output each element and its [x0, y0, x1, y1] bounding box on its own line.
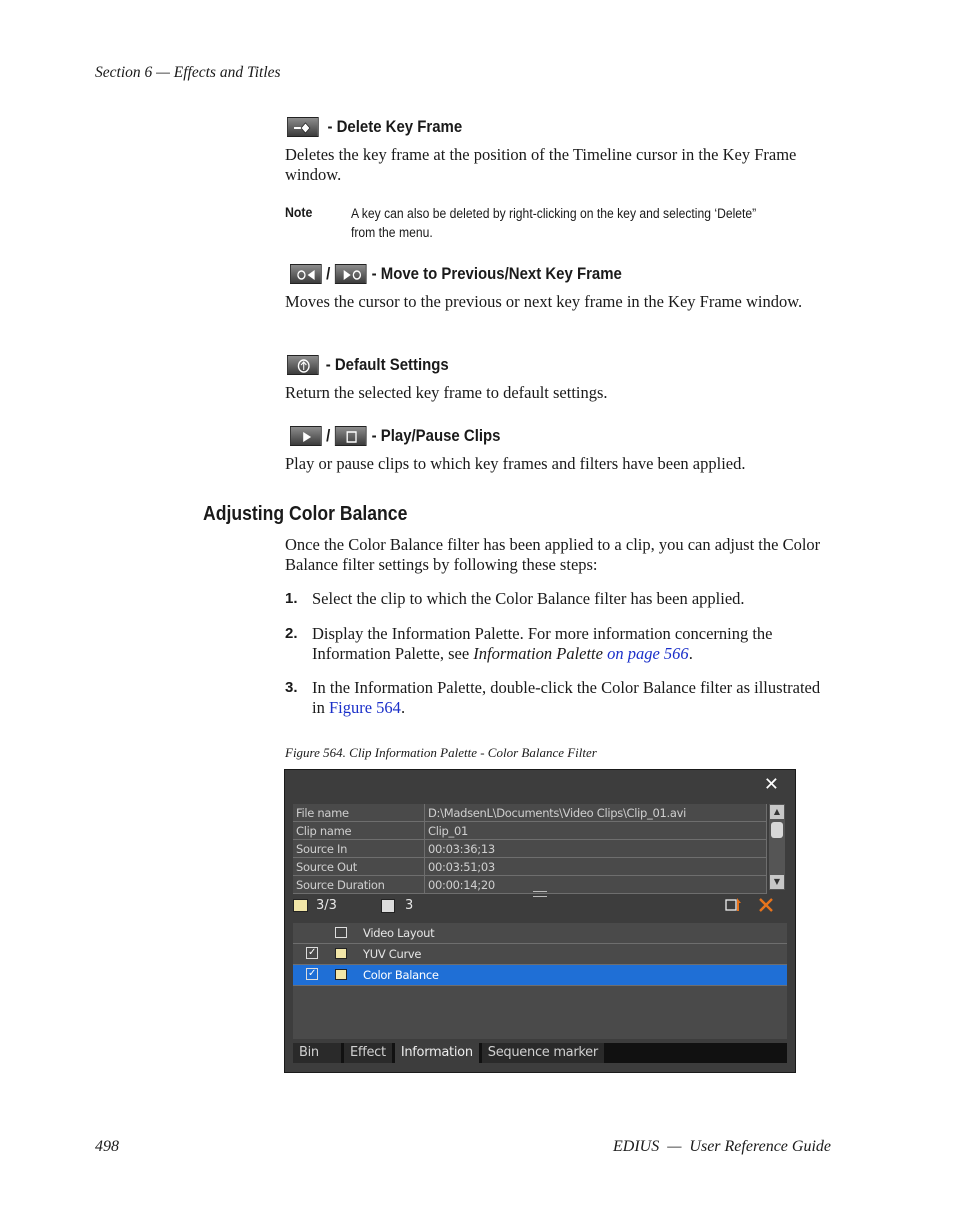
note-label: Note — [285, 204, 313, 220]
palette-tabs — [293, 1043, 787, 1063]
splitter-grip[interactable] — [533, 891, 547, 897]
filter-list — [293, 923, 787, 1039]
clip-info-table — [293, 804, 767, 894]
filter-label: Color Balance — [363, 968, 439, 982]
filter-icon — [335, 948, 347, 959]
filter-row-color-balance[interactable] — [293, 965, 787, 986]
info-value: 00:00:14;20 — [425, 876, 767, 894]
page-link[interactable]: on page 566 — [607, 644, 689, 663]
move-key-frame-desc: Moves the cursor to the previous or next key frame in the Key Frame window. — [285, 292, 803, 311]
info-key: Source Duration — [293, 876, 425, 894]
section-intro: Once the Color Balance filter has been applied to a clip, you can adjust the Color Balance filter settings by following these steps: — [285, 535, 821, 574]
next-key-frame-icon — [335, 264, 367, 284]
play-pause-desc: Play or pause clips to which key frames and filters have been applied. — [285, 454, 746, 473]
delete-key-frame-desc: Deletes the key frame at the position of the Timeline cursor in the Key Frame window. — [285, 145, 797, 184]
info-value: 00:03:51;03 — [425, 858, 767, 876]
filter-settings-icon — [725, 896, 743, 914]
default-settings-icon — [287, 355, 319, 375]
step-text-part: . — [688, 644, 693, 663]
step-number: 2. — [285, 625, 298, 642]
filter-label: YUV Curve — [363, 947, 422, 961]
info-key: Source Out — [293, 858, 425, 876]
scroll-thumb[interactable] — [771, 822, 783, 838]
page-number: 498 — [95, 1138, 119, 1155]
info-scrollbar[interactable] — [769, 804, 785, 890]
filter-row-video-layout[interactable] — [293, 923, 787, 944]
close-icon[interactable]: ✕ — [763, 774, 779, 795]
play-icon — [290, 426, 322, 446]
step-text-part: . — [400, 698, 406, 717]
delete-key-frame-icon — [287, 117, 319, 137]
scroll-up-icon[interactable]: ▲ — [770, 805, 784, 819]
delete-filter-icon — [757, 896, 775, 914]
tab-information[interactable]: Information — [395, 1043, 479, 1063]
heading-delete-key-frame — [287, 117, 462, 137]
table-row — [293, 876, 767, 894]
filter-count — [293, 898, 337, 913]
filter-settings-button[interactable] — [725, 896, 743, 914]
step-text: Select the clip to which the Color Balance filter has been applied. — [312, 589, 745, 608]
stop-icon — [335, 426, 367, 446]
checkbox-icon[interactable]: ✓ — [307, 947, 317, 958]
table-row — [293, 858, 767, 876]
step-number: 1. — [285, 590, 298, 607]
figure-link[interactable]: Figure 564 — [328, 698, 401, 717]
tab-effect[interactable]: Effect — [344, 1043, 392, 1063]
info-key: Source In — [293, 840, 425, 858]
slash: / — [326, 264, 331, 283]
layer-count — [381, 898, 413, 913]
slash: / — [326, 426, 331, 445]
scroll-down-icon[interactable]: ▼ — [770, 875, 784, 889]
heading-label: - Play/Pause Clips — [371, 426, 501, 445]
info-key: File name — [293, 804, 425, 822]
step-text-part: In the Information Palette, double-click the Color Balance filter as illustrated in — [312, 678, 821, 717]
note-text: A key can also be deleted by right-clicking on the key and selecting ‘Delete” from the menu. — [351, 206, 757, 240]
info-value: 00:03:36;13 — [425, 840, 767, 858]
guide-title: EDIUS — User Reference Guide — [612, 1138, 831, 1155]
filter-icon — [293, 899, 308, 912]
table-row — [293, 840, 767, 858]
heading-label: - Default Settings — [325, 355, 449, 374]
filter-row-yuv-curve[interactable] — [293, 944, 787, 965]
delete-filter-button[interactable] — [757, 896, 775, 914]
info-key: Clip name — [293, 822, 425, 840]
heading-label: - Move to Previous/Next Key Frame — [371, 264, 622, 283]
running-header: Section 6 — Effects and Titles — [95, 64, 281, 81]
table-row — [293, 804, 767, 822]
info-value: D:\MadsenL\Documents\Video Clips\Clip_01.avi — [425, 804, 767, 822]
table-row — [293, 822, 767, 840]
information-palette — [284, 769, 796, 1073]
layer-count-label: 3 — [405, 898, 414, 913]
heading-label: - Delete Key Frame — [327, 117, 463, 136]
checkbox-icon[interactable]: ✓ — [307, 968, 317, 979]
filter-icon — [335, 969, 347, 980]
section-title: Adjusting Color Balance — [203, 503, 408, 525]
previous-key-frame-icon — [290, 264, 322, 284]
reference-title: Information Palette — [473, 644, 603, 663]
filter-label: Video Layout — [363, 926, 435, 940]
video-layout-icon — [335, 927, 347, 938]
step-text — [312, 624, 832, 664]
heading-play-pause — [290, 426, 500, 446]
heading-default-settings — [287, 355, 449, 375]
info-value: Clip_01 — [425, 822, 767, 840]
default-settings-desc: Return the selected key frame to default settings. — [285, 383, 608, 402]
step-text — [312, 678, 832, 718]
filter-count-label: 3/3 — [316, 898, 337, 913]
heading-move-key-frame — [290, 264, 622, 284]
layer-icon — [381, 899, 395, 913]
step-text-part: Display the Information Palette. For more information concerning the Information Palette, see — [312, 624, 773, 663]
step-number: 3. — [285, 679, 298, 696]
tab-sequence-marker[interactable]: Sequence marker — [482, 1043, 604, 1063]
figure-caption: Figure 564. Clip Information Palette - Color Balance Filter — [285, 745, 597, 760]
tab-bin[interactable]: Bin — [293, 1043, 341, 1063]
